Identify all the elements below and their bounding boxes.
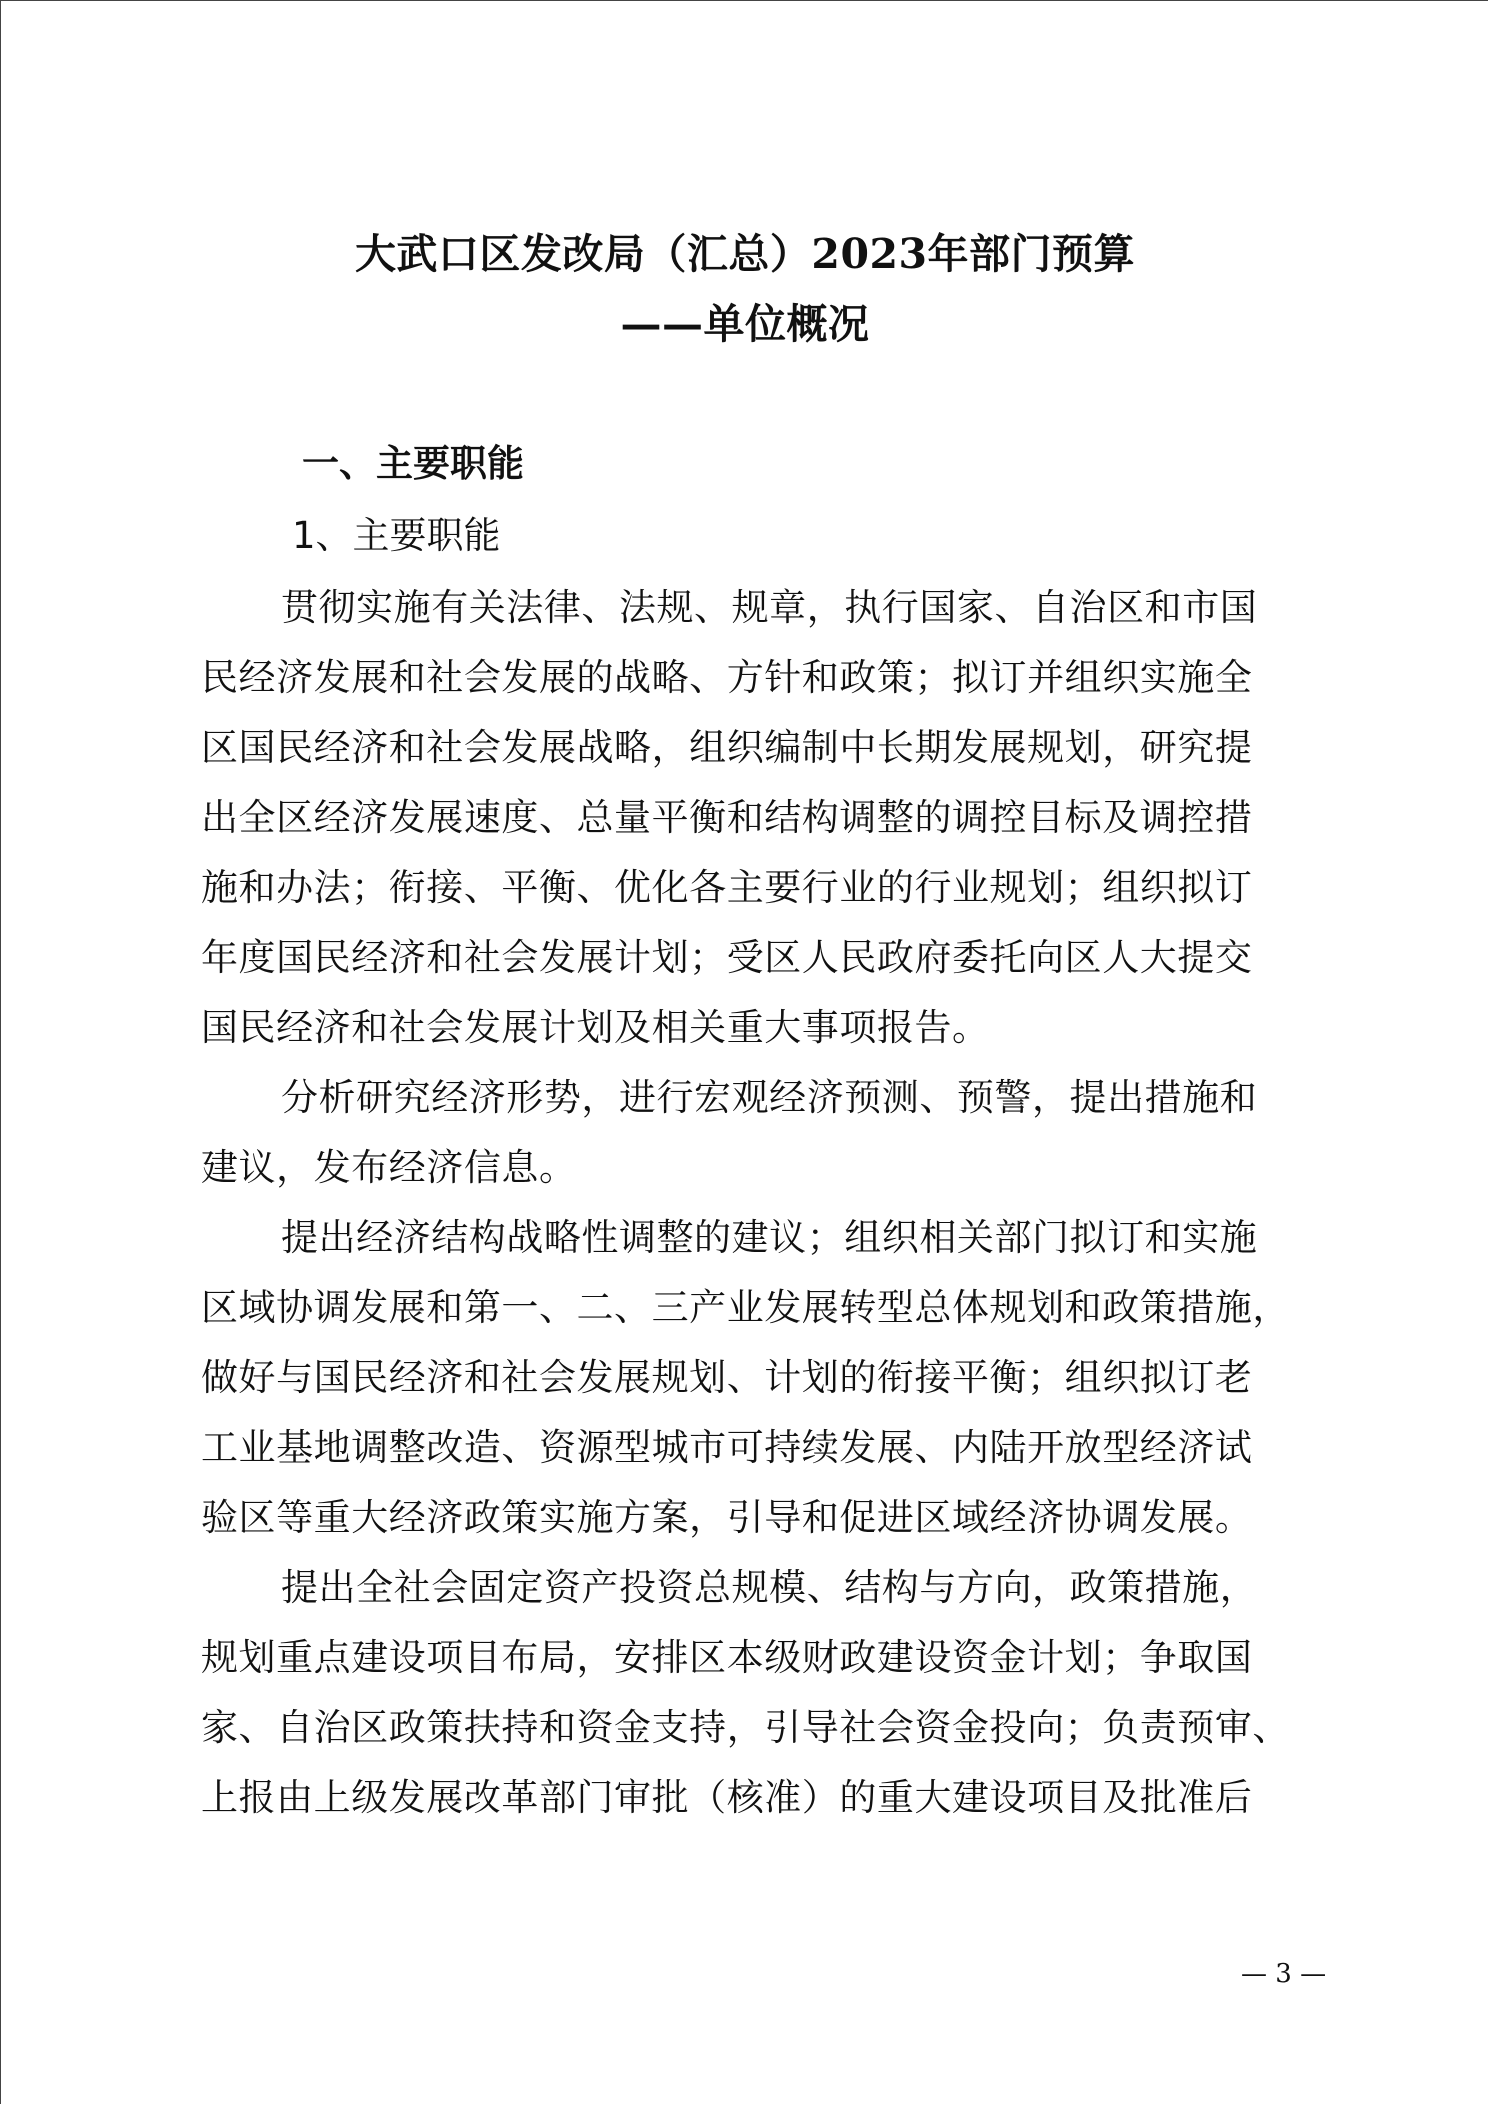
paragraph-line: 验区等重大经济政策实施方案，引导和促进区域经济协调发展。 [201,1496,1253,1539]
paragraph-line: 施和办法；衔接、平衡、优化各主要行业的行业规划；组织拟订 [201,866,1253,909]
paragraph-line: 出全区经济发展速度、总量平衡和结构调整的调控目标及调控措 [201,796,1253,839]
paragraph-line: 建议，发布经济信息。 [201,1146,577,1189]
paragraph-line: 提出经济结构战略性调整的建议；组织相关部门拟订和实施 [281,1216,1258,1259]
page-number: — 3 — [1241,1959,1327,1989]
paragraph-line: 上报由上级发展改革部门审批（核准）的重大建设项目及批准后 [201,1776,1253,1819]
paragraph-line: 民经济发展和社会发展的战略、方针和政策；拟订并组织实施全 [201,656,1253,699]
paragraph-line: 贯彻实施有关法律、法规、规章，执行国家、自治区和市国 [281,586,1258,629]
paragraph-line: 区域协调发展和第一、二、三产业发展转型总体规划和政策措施， [201,1286,1290,1329]
paragraph-line: 区国民经济和社会发展战略，组织编制中长期发展规划，研究提 [201,726,1253,769]
section-heading: 一、主要职能 [302,442,524,485]
document-title: 大武口区发改局（汇总）2023年部门预算 [354,230,1136,278]
document-subtitle: ——单位概况 [620,300,870,348]
paragraph-line: 规划重点建设项目布局，安排区本级财政建设资金计划；争取国 [201,1636,1253,1679]
paragraph-line: 工业基地调整改造、资源型城市可持续发展、内陆开放型经济试 [201,1426,1253,1469]
paragraph-line: 分析研究经济形势，进行宏观经济预测、预警，提出措施和 [281,1076,1258,1119]
subsection-heading: 1、主要职能 [292,514,501,557]
paragraph-line: 做好与国民经济和社会发展规划、计划的衔接平衡；组织拟订老 [201,1356,1253,1399]
paragraph-line: 国民经济和社会发展计划及相关重大事项报告。 [201,1006,990,1049]
paragraph-line: 提出全社会固定资产投资总规模、结构与方向，政策措施， [281,1566,1258,1609]
paragraph-line: 家、自治区政策扶持和资金支持，引导社会资金投向；负责预审、 [201,1706,1290,1749]
paragraph-line: 年度国民经济和社会发展计划；受区人民政府委托向区人大提交 [201,936,1253,979]
